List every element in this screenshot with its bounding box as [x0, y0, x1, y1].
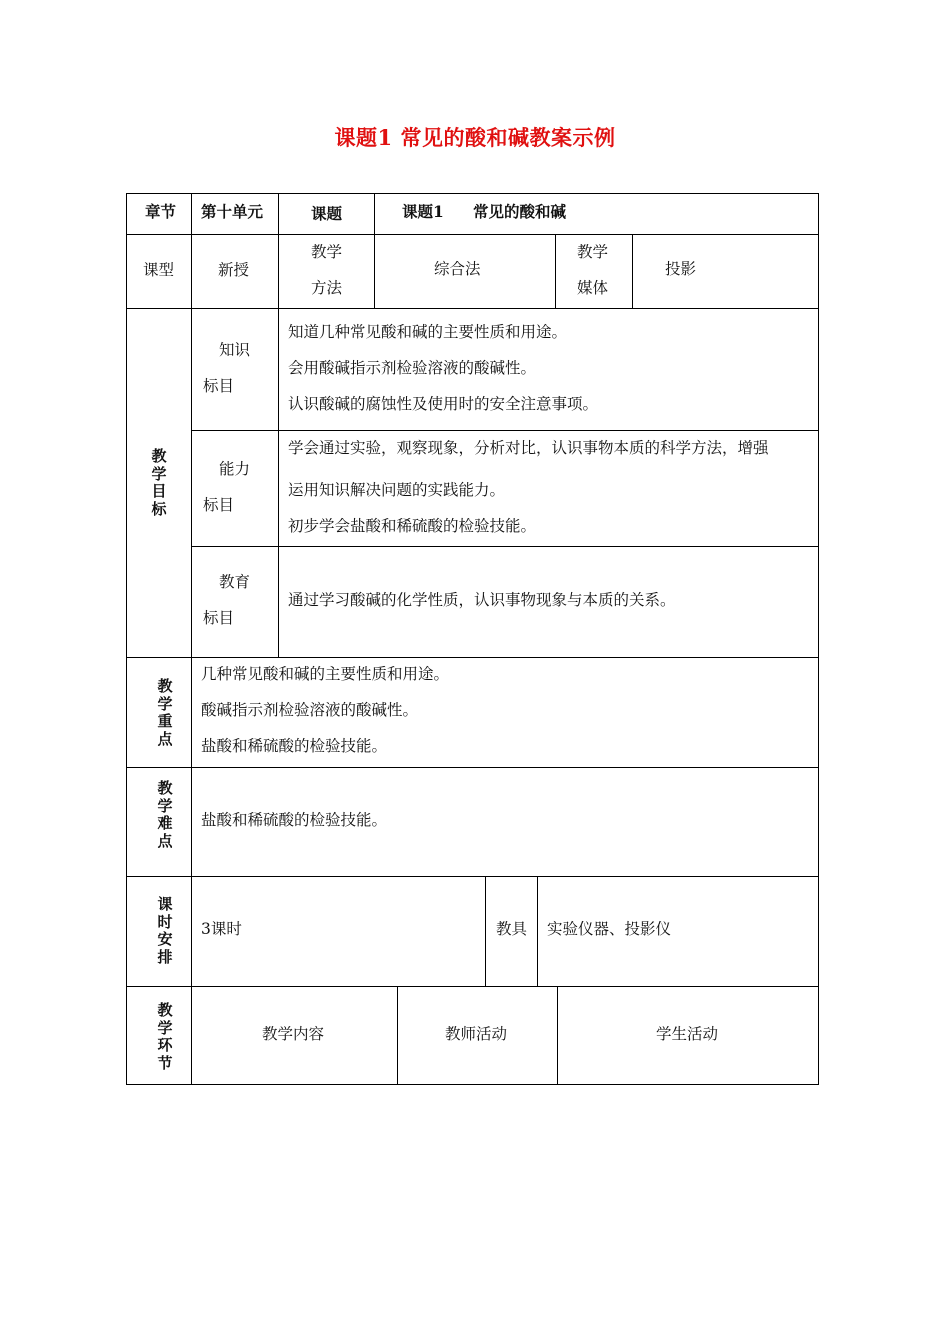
class-hours: 3课时 [201, 920, 242, 938]
education-label-line1: 教育 [219, 573, 251, 591]
ability-label-line2: 标目 [203, 496, 235, 514]
key-point-line: 几种常见酸和碱的主要性质和用途。 [201, 665, 450, 683]
ability-line: 运用知识解决问题的实践能力。 [288, 481, 506, 499]
topic-number: 课题1 [402, 202, 444, 221]
ability-line: 初步学会盐酸和稀硫酸的检验技能。 [288, 517, 537, 535]
knowledge-line: 会用酸碱指示剂检验溶液的酸碱性。 [288, 359, 537, 377]
chapter-label: 章节 [145, 202, 177, 221]
difficulties-label: 教学难点 [157, 779, 173, 850]
column-teacher-activity: 教师活动 [445, 1025, 508, 1043]
media-value: 投影 [665, 260, 697, 278]
key-point-line: 酸碱指示剂检验溶液的酸碱性。 [201, 701, 419, 719]
media-label-line2: 媒体 [577, 279, 609, 297]
method-label-line1: 教学 [311, 243, 343, 261]
media-label-line1: 教学 [577, 243, 609, 261]
topic-value: 常见的酸和碱 [473, 202, 567, 221]
lesson-type-value: 新授 [218, 261, 250, 279]
goals-label: 教学目标 [151, 447, 167, 518]
page-title: 课题1 常见的酸和碱教案示例 [334, 125, 616, 150]
teaching-tools-label: 教具 [496, 920, 528, 938]
teaching-tools-value: 实验仪器、投影仪 [547, 920, 672, 938]
procedure-label: 教学环节 [157, 1001, 173, 1072]
ability-line: 学会通过实验，观察现象，分析对比，认识事物本质的科学方法，增强 [288, 439, 769, 457]
key-points-label: 教学重点 [157, 677, 173, 748]
difficulty-line: 盐酸和稀硫酸的检验技能。 [201, 811, 388, 829]
knowledge-line: 认识酸碱的腐蚀性及使用时的安全注意事项。 [288, 395, 599, 413]
chapter-value: 第十单元 [201, 202, 264, 221]
knowledge-label-line2: 标目 [203, 377, 235, 395]
lesson-type-label: 课型 [143, 261, 175, 279]
knowledge-line: 知道几种常见酸和碱的主要性质和用途。 [288, 323, 568, 341]
education-label-line2: 标目 [203, 609, 235, 627]
ability-label-line1: 能力 [219, 460, 251, 478]
key-point-line: 盐酸和稀硫酸的检验技能。 [201, 737, 388, 755]
knowledge-label-line1: 知识 [219, 341, 251, 359]
method-value: 综合法 [434, 260, 481, 278]
column-student-activity: 学生活动 [656, 1025, 719, 1043]
method-label-line2: 方法 [311, 279, 343, 297]
education-line: 通过学习酸碱的化学性质，认识事物现象与本质的关系。 [288, 591, 676, 609]
schedule-label: 课时安排 [157, 895, 173, 966]
column-teaching-content: 教学内容 [262, 1025, 325, 1043]
topic-label: 课题 [311, 204, 343, 223]
